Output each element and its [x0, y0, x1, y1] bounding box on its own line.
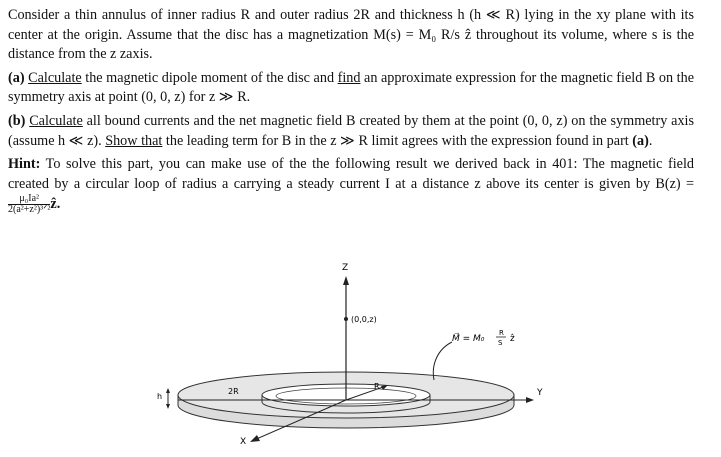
hint-formula-lhs: B(z) = [655, 175, 694, 192]
magnetization-pointer [433, 342, 452, 380]
magnetization-frac-den: S [498, 339, 503, 347]
y-axis-label: Y [537, 388, 543, 398]
z-axis-label: Z [342, 263, 349, 273]
magnetization-unit: ẑ [510, 334, 515, 344]
z-axis-arrow [343, 276, 349, 285]
part-b-ref: (a) [632, 132, 649, 149]
hint-frac-num: μ₀Ia² [8, 194, 50, 205]
inner-radius-label: R [374, 382, 380, 391]
x-axis-label: X [240, 437, 247, 447]
part-b-text2: the leading term for B in the z ≫ R limit agrees with the expression found in part [162, 132, 633, 149]
part-b-verb1: Calculate [29, 112, 83, 129]
magnetization-label: M⃗ = M₀ [452, 334, 485, 344]
outer-radius-label: 2R [228, 387, 239, 396]
part-a-verb1: Calculate [28, 69, 82, 86]
hint-text: To solve this part, you can make use of the the following result we derived back in 401: The magnetic field created by a circular loop of radius a carrying a steady current I at a distance z above its center is given by [8, 156, 694, 192]
x-axis-arrow [250, 435, 260, 442]
hint-formula-rhs: ẑ. [50, 196, 61, 213]
problem-text [8, 6, 694, 219]
thickness-arrow-down [166, 404, 170, 409]
annulus-figure [150, 262, 570, 454]
hint-fraction [8, 194, 50, 215]
hint-label: Hint: [8, 156, 41, 173]
part-b-text1: all bound currents and the net magnetic field B created by them at the point (0, 0, z) on the symmetry axis (assume h ≪ z). [8, 112, 694, 149]
part-b-end: . [648, 132, 653, 149]
intro-paragraph: Consider a thin annulus of inner radius R and outer radius 2R and thickness h (h ≪ R) lying in the xy plane with its center at the origin. Assume that the disc has a magnetization M(s) = M₀ R/s ẑ throughout its volume, where s is the distance from the z zaxis. [8, 7, 694, 63]
hint-frac-den: 2(a²+z²)³ᐟ² [8, 204, 51, 216]
hint [8, 155, 694, 215]
thickness-label: h [157, 392, 163, 401]
point-label: (0,0,z) [351, 315, 377, 324]
y-axis-arrow [526, 397, 534, 403]
thickness-arrow-up [166, 388, 170, 393]
part-b-verb2: Show that [105, 132, 163, 149]
point-marker [344, 317, 348, 321]
part-a-text1: the magnetic dipole moment of the disc and [81, 69, 338, 86]
part-a-label: (a) [8, 69, 25, 86]
part-a-text2: an approximate expression for the magnetic field B on the symmetry axis at point (0, 0, z) for z ≫ R. [8, 69, 694, 106]
part-b-label: (b) [8, 112, 26, 129]
magnetization-frac-num: R [499, 329, 504, 337]
part-b [8, 112, 694, 151]
part-a [8, 69, 694, 108]
part-a-verb2: find [337, 69, 361, 86]
